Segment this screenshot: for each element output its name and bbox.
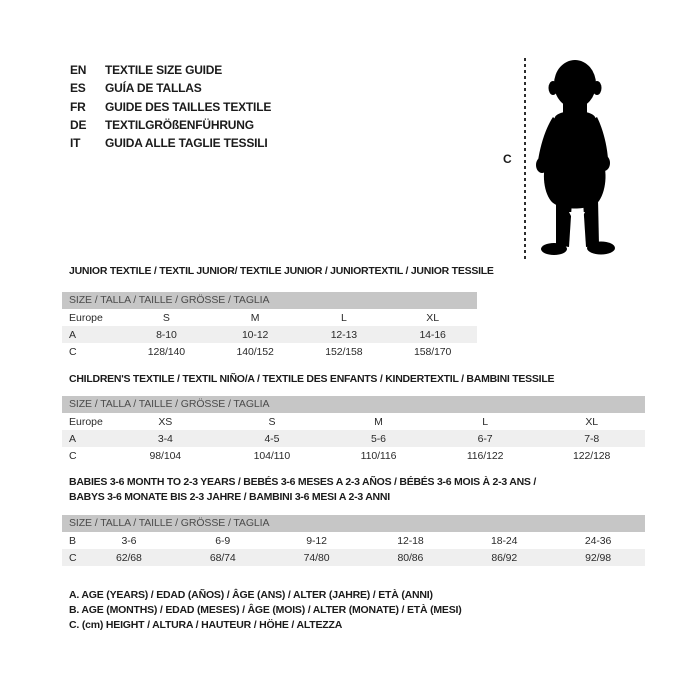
table-cell: 80/86 — [397, 551, 424, 564]
table-cell: 110/116 — [360, 449, 397, 462]
table-cell: 8-10 — [156, 328, 177, 341]
table-cell: M — [250, 311, 260, 324]
table-cell: 7-8 — [584, 432, 600, 445]
table-row — [62, 413, 645, 430]
table-row — [62, 447, 645, 464]
table-cell: 6-9 — [215, 534, 231, 547]
language-code: FR — [70, 99, 86, 114]
table-cell: S — [268, 415, 276, 428]
row-label: A — [69, 432, 77, 445]
language-row — [70, 98, 271, 116]
height-measure-label: C — [503, 152, 512, 166]
table-cell: 74/80 — [303, 551, 330, 564]
table-row — [62, 532, 645, 549]
table-row — [62, 326, 477, 343]
section-title: BABYS 3-6 MONATE BIS 2-3 JAHRE / BAMBINI 3-6 MESI A 2-3 ANNI — [69, 491, 390, 503]
table-cell: 122/128 — [573, 449, 611, 462]
language-code: ES — [70, 81, 86, 96]
table-cell: 12-13 — [330, 328, 358, 341]
table-cell: 3-4 — [157, 432, 173, 445]
size-section-babies — [62, 475, 645, 566]
section-titles — [69, 475, 645, 505]
table-cell: 140/152 — [236, 345, 274, 358]
table-cell: 9-12 — [306, 534, 327, 547]
table-row — [62, 309, 477, 326]
table-cell: XL — [426, 311, 439, 324]
table-cell: 92/98 — [585, 551, 611, 564]
section-title: JUNIOR TEXTILE / TEXTIL JUNIOR/ TEXTILE JUNIOR / JUNIORTEXTIL / JUNIOR TESSILE — [69, 265, 494, 277]
language-label: GUIDE DES TAILLES TEXTILE — [105, 99, 272, 114]
table-cell: 116/122 — [466, 449, 504, 462]
language-code: DE — [70, 118, 87, 133]
table-cell: 104/110 — [253, 449, 291, 462]
footnote-line: B. AGE (MONTHS) / EDAD (MESES) / ÂGE (MOIS) / ALTER (MONATE) / ETÀ (MESI) — [69, 604, 462, 616]
language-label: TEXTILE SIZE GUIDE — [105, 63, 223, 78]
table-cell: 18-24 — [491, 534, 518, 547]
size-header-bar: SIZE / TALLA / TAILLE / GRÖSSE / TAGLIA — [62, 515, 645, 532]
row-label: B — [69, 534, 77, 547]
row-label: A — [69, 328, 77, 341]
size-header-bar: SIZE / TALLA / TAILLE / GRÖSSE / TAGLIA — [62, 292, 477, 309]
table-cell: 152/158 — [325, 345, 363, 358]
language-label: TEXTILGRÖßENFÜHRUNG — [105, 118, 254, 133]
height-dashed-line — [524, 58, 526, 259]
language-label: GUÍA DE TALLAS — [105, 81, 202, 96]
table-cell: 3-6 — [121, 534, 137, 547]
table-cell: 86/92 — [491, 551, 518, 564]
language-code: IT — [70, 136, 81, 151]
size-section-children — [62, 372, 645, 464]
table-row — [62, 343, 477, 360]
language-label: GUIDA ALLE TAGLIE TESSILI — [105, 136, 268, 151]
size-section-junior — [62, 264, 494, 360]
language-list — [70, 61, 271, 152]
table-cell: 12-18 — [397, 534, 424, 547]
language-row — [70, 79, 271, 97]
language-row — [70, 61, 271, 79]
table-cell: 24-36 — [584, 534, 612, 547]
section-title: CHILDREN'S TEXTILE / TEXTIL NIÑO/A / TEXTILE DES ENFANTS / KINDERTEXTIL / BAMBINI TESSILE — [69, 373, 555, 385]
table-cell: 14-16 — [419, 328, 446, 341]
section-titles — [69, 264, 494, 279]
table-cell: 68/74 — [209, 551, 236, 564]
table-cell: 128/140 — [147, 345, 185, 358]
table-cell: XL — [585, 415, 598, 428]
row-label: C — [69, 345, 77, 358]
table-cell: 4-5 — [264, 432, 280, 445]
footnotes — [69, 588, 462, 633]
table-cell: 6-7 — [477, 432, 493, 445]
table-cell: 10-12 — [241, 328, 269, 341]
table-row — [62, 430, 645, 447]
baby-silhouette-icon — [531, 59, 623, 259]
size-header-bar: SIZE / TALLA / TAILLE / GRÖSSE / TAGLIA — [62, 396, 645, 413]
table-cell: S — [162, 311, 170, 324]
language-code: EN — [70, 63, 87, 78]
table-cell: 158/170 — [413, 345, 452, 358]
row-label: Europe — [69, 415, 103, 428]
table-cell: 98/104 — [149, 449, 182, 462]
footnote-line: A. AGE (YEARS) / EDAD (AÑOS) / ÂGE (ANS) / ALTER (JAHRE) / ETÀ (ANNI) — [69, 589, 433, 601]
row-label: Europe — [69, 311, 103, 324]
language-row — [70, 116, 271, 134]
table-cell: L — [482, 415, 488, 428]
table-row — [62, 549, 645, 566]
section-title: BABIES 3-6 MONTH TO 2-3 YEARS / BEBÉS 3-6 MESES A 2-3 AÑOS / BÉBÉS 3-6 MOIS À 2-3 ANS / — [69, 476, 537, 488]
table-cell: XS — [158, 415, 173, 428]
language-row — [70, 134, 271, 152]
footnote-line: C. (cm) HEIGHT / ALTURA / HAUTEUR / HÖHE / ALTEZZA — [69, 619, 343, 631]
section-titles — [69, 372, 645, 387]
row-label: C — [69, 551, 77, 564]
table-cell: 62/68 — [116, 551, 142, 564]
row-label: C — [69, 449, 77, 462]
table-cell: 5-6 — [371, 432, 386, 445]
table-cell: L — [341, 311, 347, 324]
table-cell: M — [374, 415, 383, 428]
